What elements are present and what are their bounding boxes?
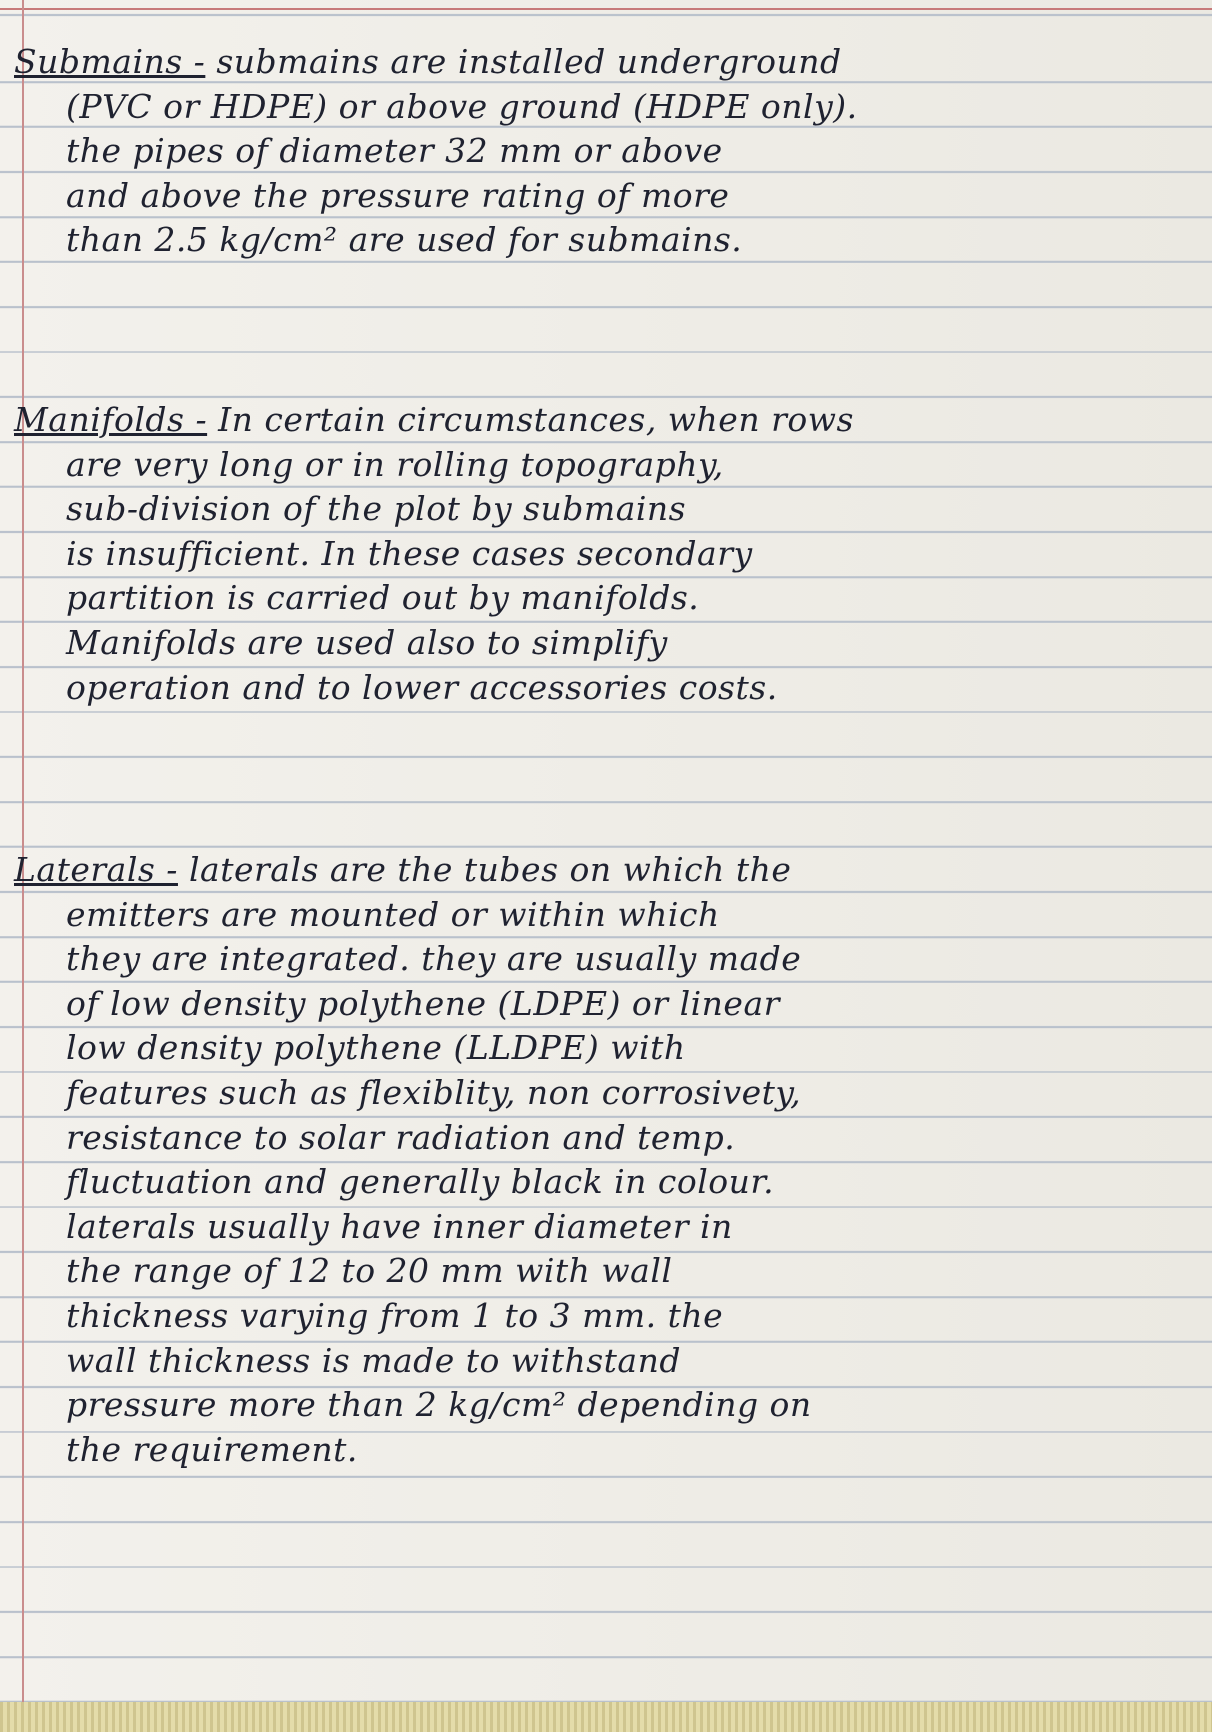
text-line: is insufficient. In these cases secondary <box>66 533 753 573</box>
text-line: Manifolds are used also to simplify <box>66 622 668 662</box>
text-line: and above the pressure rating of more <box>66 175 730 215</box>
laterals-section <box>14 848 1174 1472</box>
text-line: than 2.5 kg/cm² are used for submains. <box>66 220 743 260</box>
text-line: fluctuation and generally black in colour. <box>66 1162 775 1202</box>
text-line: In certain circumstances, when rows <box>218 400 854 439</box>
manifolds-section <box>14 398 1174 710</box>
text-line: pressure more than 2 kg/cm² depending on <box>66 1385 812 1425</box>
submains-first-line <box>14 40 1174 85</box>
text-line: laterals are the tubes on which the <box>188 850 792 889</box>
text-line: operation and to lower accessories costs. <box>66 667 778 707</box>
text-line: (PVC or HDPE) or above ground (HDPE only). <box>66 86 858 126</box>
top-margin-rule <box>0 8 1212 10</box>
text-line: they are integrated. they are usually made <box>66 939 802 979</box>
text-line: the range of 12 to 20 mm with wall <box>66 1251 673 1291</box>
text-line: of low density polythene (LDPE) or linear <box>66 983 780 1023</box>
text-line: the pipes of diameter 32 mm or above <box>66 131 723 171</box>
text-line: partition is carried out by manifolds. <box>66 578 700 618</box>
text-line: resistance to solar radiation and temp. <box>66 1117 736 1157</box>
laterals-heading: Laterals - <box>14 850 178 889</box>
submains-heading: Submains - <box>14 42 206 81</box>
text-line: submains are installed underground <box>216 42 842 81</box>
page-bottom-edge <box>0 1702 1212 1732</box>
text-line: emitters are mounted or within which <box>66 894 720 934</box>
text-line: features such as flexiblity, non corrosivety, <box>66 1072 802 1112</box>
text-line: are very long or in rolling topography, <box>66 444 724 484</box>
manifolds-first-line <box>14 398 1174 443</box>
text-line: laterals usually have inner diameter in <box>66 1206 733 1246</box>
submains-section <box>14 40 1174 263</box>
text-line: the requirement. <box>66 1429 358 1469</box>
text-line: wall thickness is made to withstand <box>66 1340 681 1380</box>
text-line: thickness varying from 1 to 3 mm. the <box>66 1295 724 1335</box>
laterals-first-line <box>14 848 1174 893</box>
text-line: sub-division of the plot by submains <box>66 489 687 529</box>
text-line: low density polythene (LLDPE) with <box>66 1028 686 1068</box>
manifolds-heading: Manifolds - <box>14 400 208 439</box>
